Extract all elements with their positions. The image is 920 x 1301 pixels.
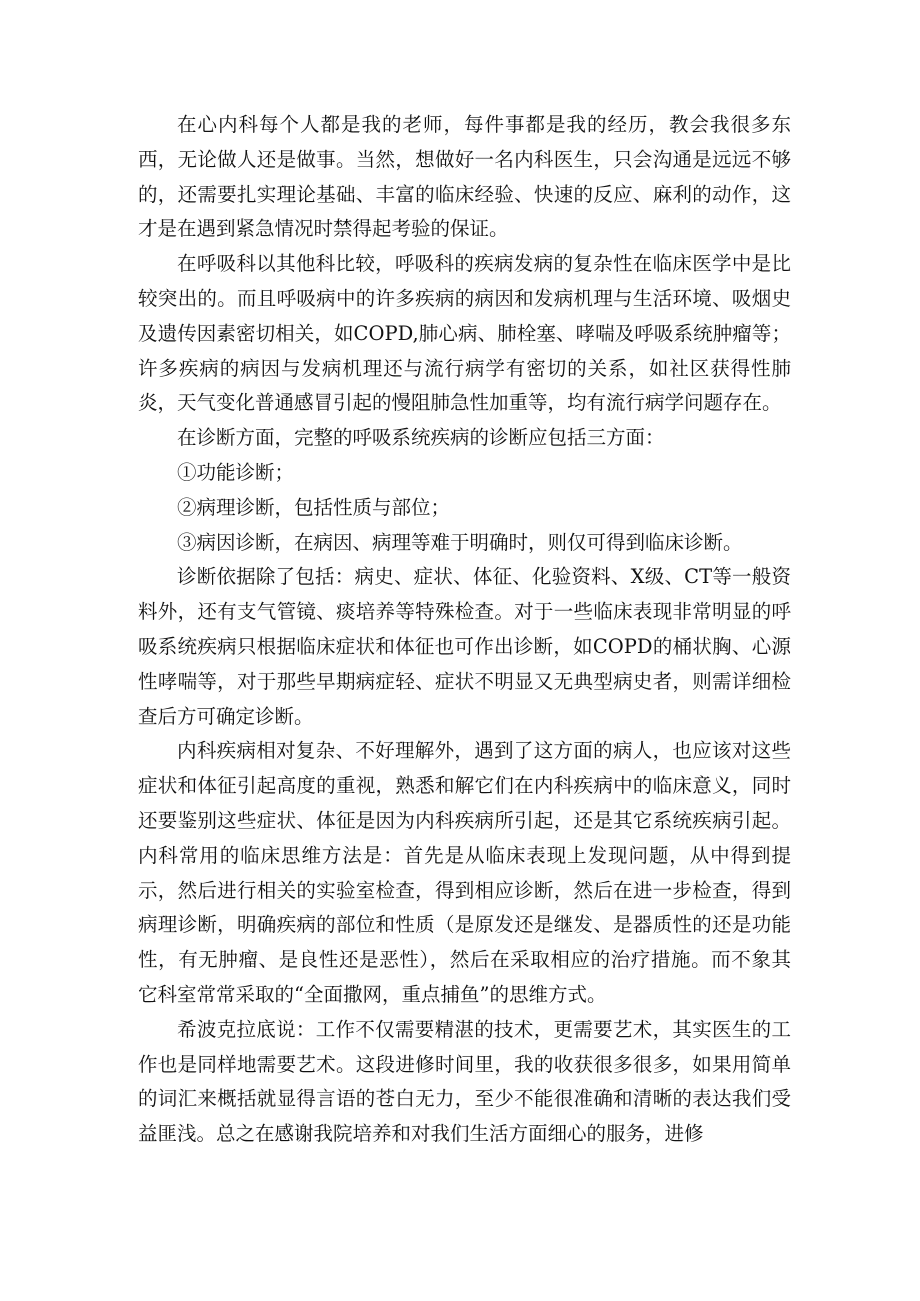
list-item-etiological-diagnosis: ③病因诊断，在病因、病理等难于明确时，则仅可得到临床诊断。 — [177, 530, 743, 554]
list-item-functional-diagnosis: ①功能诊断； — [177, 460, 295, 484]
paragraph-diagnosis-intro: 在诊断方面，完整的呼吸系统疾病的诊断应包括三方面： — [177, 426, 665, 450]
document-body — [138, 108, 791, 1152]
paragraph-respiratory: 在呼吸科以其他科比较，呼吸科的疾病发病的复杂性在临床医学中是比较突出的。而且呼吸病中的许多疾病的病因和发病机理与生活环境、吸烟史及遗传因素密切相关，如COPD,肺心病、肺栓塞、哮喘及呼吸系统肿瘤等；许多疾病的病因与发病机理还与流行病学有密切的关系，如社区获得性肺炎，天气变化普通感冒引起的慢阻肺急性加重等，均有流行病学问题存在。 — [138, 252, 791, 415]
list-item-pathological-diagnosis: ②病理诊断，包括性质与部位； — [177, 495, 451, 519]
paragraph-diagnostic-basis: 诊断依据除了包括：病史、症状、体征、化验资料、X级、CT等一般资料外，还有支气管镜、痰培养等特殊检查。对于一些临床表现非常明显的呼吸系统疾病只根据临床症状和体征也可作出诊断，如COPD的桶状胸、心源性哮喘等，对于那些早期病症轻、症状不明显又无典型病史者，则需详细检查后方可确定诊断。 — [138, 565, 791, 728]
paragraph-clinical-thinking: 内科疾病相对复杂、不好理解外，遇到了这方面的病人，也应该对这些症状和体征引起高度的重视，熟悉和解它们在内科疾病中的临床意义，同时还要鉴别这些症状、体征是因为内科疾病所引起，还是其它系统疾病引起。内科常用的临床思维方法是：首先是从临床表现上发现问题，从中得到提示，然后进行相关的实验室检查，得到相应诊断，然后在进一步检查，得到病理诊断，明确疾病的部位和性质（是原发还是继发、是器质性的还是功能性，有无肿瘤、是良性还是恶性），然后在采取相应的治疗措施。而不象其它科室常常采取的“全面撒网，重点捕鱼”的思维方式。 — [138, 739, 791, 1006]
paragraph-cardiology: 在心内科每个人都是我的老师，每件事都是我的经历，教会我很多东西，无论做人还是做事。当然，想做好一名内科医生，只会沟通是远远不够的，还需要扎实理论基础、丰富的临床经验、快速的反应、麻利的动作，这才是在遇到紧急情况时禁得起考验的保证。 — [138, 113, 791, 241]
paragraph-hippocrates: 希波克拉底说：工作不仅需要精湛的技术，更需要艺术，其实医生的工作也是同样地需要艺术。这段进修时间里，我的收获很多很多，如果用简单的词汇来概括就显得言语的苍白无力，至少不能很准确和清晰的表达我们受益匪浅。总之在感谢我院培养和对我们生活方面细心的服务，进修 — [138, 1017, 791, 1146]
